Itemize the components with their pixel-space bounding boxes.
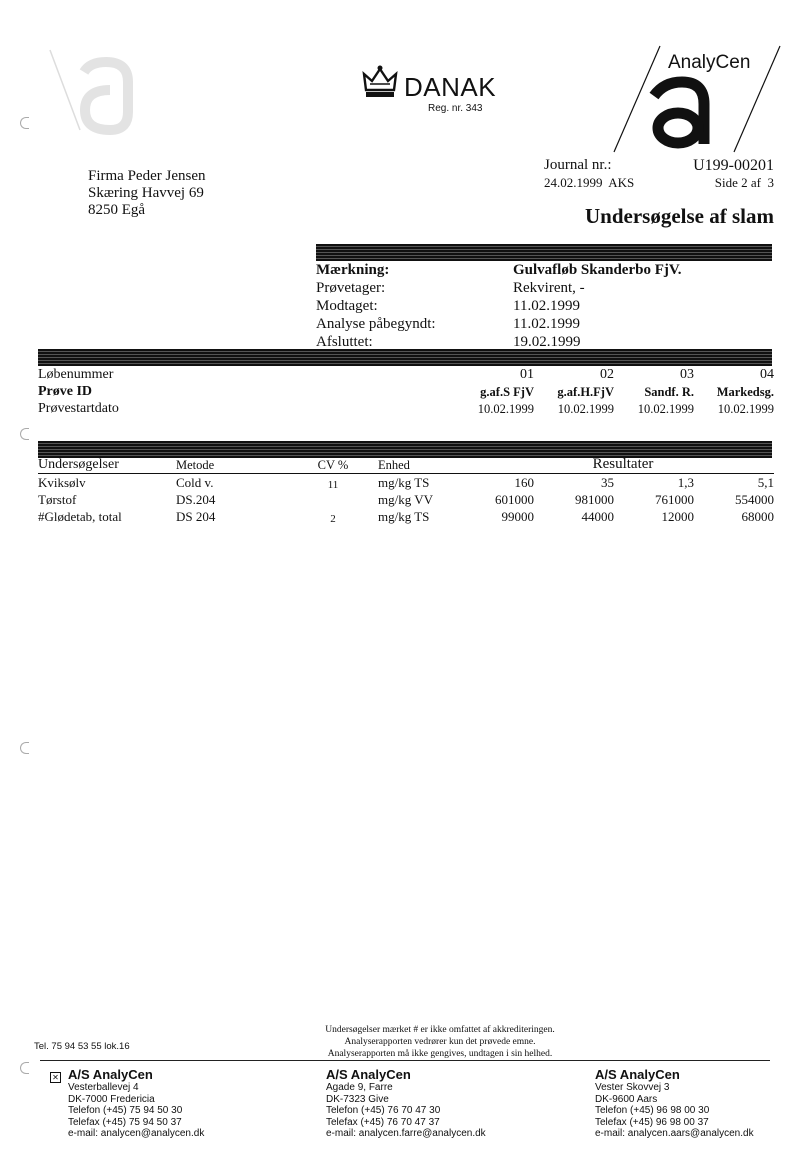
binder-hole (20, 117, 29, 129)
analysis-method: Cold v. (176, 475, 214, 490)
checkbox-marked-icon: ✕ (50, 1072, 61, 1083)
address-line: 8250 Egå (88, 202, 146, 218)
analysis-unit: mg/kg TS (378, 475, 430, 490)
ghost-logo-mark (40, 30, 160, 140)
result-value: 601000 (495, 492, 534, 507)
sample-date: 10.02.1999 (717, 402, 774, 416)
table-row (38, 508, 774, 525)
office-line: e-mail: analycen@analycen.dk (68, 1128, 205, 1139)
office-line: Vesterballevej 4 (68, 1082, 139, 1093)
analysis-unit: mg/kg VV (378, 492, 434, 507)
office-line: Telefon (+45) 75 94 50 30 (68, 1105, 183, 1116)
binder-hole (20, 742, 29, 754)
table-row (38, 474, 774, 491)
report-title: Undersøgelse af slam (585, 204, 774, 228)
footer-note: Undersøgelser mærket # er ikke omfattet af akkrediteringen. (325, 1025, 555, 1035)
result-value: 981000 (575, 492, 614, 507)
info-label: Afsluttet: (316, 334, 373, 350)
result-value: 12000 (661, 509, 694, 524)
result-value: 160 (514, 475, 534, 490)
office-line: Agade 9, Farre (326, 1082, 393, 1093)
page-indicator: Side 2 af 3 (714, 175, 774, 190)
analysis-cv: 11 (327, 479, 339, 491)
section-bar (316, 244, 772, 261)
office-line: Telefon (+45) 76 70 47 30 (326, 1105, 441, 1116)
analysis-method: DS 204 (176, 509, 216, 524)
info-label: Prøvetager: (316, 280, 386, 296)
header-cell: Resultater (592, 456, 654, 472)
result-value: 35 (601, 475, 614, 490)
sample-date: 10.02.1999 (637, 402, 694, 416)
analysis-name: Kviksølv (38, 475, 86, 490)
sample-id: g.af.H.FjV (557, 385, 614, 399)
sample-header (38, 366, 774, 417)
info-row (316, 262, 776, 280)
header-cell: Undersøgelser (38, 457, 119, 472)
info-value: Gulvafløb Skanderbo FjV. (513, 262, 682, 278)
info-value: 11.02.1999 (513, 298, 580, 314)
info-row (316, 280, 776, 298)
office-line: Telefax (+45) 75 94 50 37 (68, 1116, 182, 1128)
danak-reg-number: Reg. nr. 343 (428, 103, 483, 114)
office-line: DK-7000 Fredericia (68, 1093, 155, 1105)
office-name: A/S AnalyCen (595, 1067, 680, 1082)
table-row (38, 491, 774, 508)
office-line: Telefax (+45) 96 98 00 37 (595, 1116, 709, 1128)
sample-date: 10.02.1999 (477, 402, 534, 416)
journal-block (544, 157, 774, 193)
header-cell: Enhed (378, 458, 410, 472)
footer-note: Analyserapporten vedrører kun det prøvede emne. (344, 1037, 536, 1047)
footer-note: Analyserapporten må ikke gengives, undtagen i sin helhed. (327, 1049, 553, 1059)
analysis-name: #Glødetab, total (38, 509, 122, 524)
info-value: 11.02.1999 (513, 316, 580, 332)
row-label: Prøve ID (38, 384, 93, 399)
sample-id: g.af.S FjV (480, 385, 534, 399)
office-line: e-mail: analycen.aars@analycen.dk (595, 1128, 754, 1139)
info-label: Mærkning: (316, 262, 390, 278)
sample-nr: 01 (520, 367, 534, 382)
analysis-unit: mg/kg TS (378, 509, 430, 524)
binder-hole (20, 428, 29, 440)
info-value: Rekvirent, - (513, 280, 585, 296)
office-line: DK-9600 Aars (595, 1093, 658, 1105)
sample-id: Markedsg. (716, 385, 774, 399)
office-line: Telefax (+45) 76 70 47 37 (326, 1116, 440, 1128)
analycen-logo (612, 44, 782, 154)
result-value: 1,3 (677, 475, 694, 490)
analycen-logo-text: AnalyCen (668, 52, 751, 73)
office-line: DK-7323 Give (326, 1093, 389, 1105)
address-line: Firma Peder Jensen (88, 168, 206, 184)
sample-id: Sandf. R. (644, 385, 694, 399)
analysis-method: DS.204 (176, 492, 216, 507)
info-label: Modtaget: (316, 298, 378, 314)
address-line: Skæring Havvej 69 (88, 185, 204, 201)
office-name: A/S AnalyCen (68, 1067, 153, 1082)
info-value: 19.02.1999 (513, 334, 581, 350)
sample-row-id (38, 383, 774, 400)
sample-nr: 02 (600, 367, 614, 382)
danak-logo-text: DANAK (404, 72, 497, 102)
office-line: Telefon (+45) 96 98 00 30 (595, 1105, 710, 1116)
recipient-address (88, 168, 205, 219)
result-value: 99000 (501, 509, 534, 524)
header-cell: CV % (317, 458, 349, 472)
office-address-give (326, 1068, 486, 1140)
footer-notes (260, 1024, 620, 1060)
analyses-table (38, 456, 774, 525)
result-value: 44000 (581, 509, 614, 524)
result-value: 68000 (741, 509, 774, 524)
sample-date: 10.02.1999 (557, 402, 614, 416)
info-row (316, 334, 776, 352)
header-cell: Metode (176, 458, 215, 472)
crown-icon (360, 64, 400, 100)
row-label: Prøvestartdato (38, 401, 119, 416)
info-label: Analyse påbegyndt: (316, 316, 436, 332)
analysis-name: Tørstof (38, 492, 77, 507)
table-header (38, 456, 774, 474)
office-line: Vester Skovvej 3 (595, 1082, 670, 1093)
office-name: A/S AnalyCen (326, 1067, 411, 1082)
journal-label: Journal nr.: (544, 157, 612, 173)
row-label: Løbenummer (38, 367, 114, 382)
sample-row-date (38, 400, 774, 417)
analysis-cv: 2 (330, 513, 336, 525)
office-address-aars (595, 1068, 754, 1140)
sample-row-number (38, 366, 774, 383)
result-value: 761000 (655, 492, 694, 507)
info-row (316, 298, 776, 316)
sample-nr: 03 (680, 367, 694, 382)
office-line: e-mail: analycen.farre@analycen.dk (326, 1128, 486, 1139)
journal-number: U199-00201 (693, 157, 774, 174)
result-value: 5,1 (757, 475, 774, 490)
info-row (316, 316, 776, 334)
sample-info (316, 262, 776, 352)
journal-date: 24.02.1999 AKS (544, 175, 635, 190)
footer-phone: Tel. 75 94 53 55 lok.16 (34, 1041, 130, 1052)
binder-hole (20, 1062, 29, 1074)
office-address-fredericia (68, 1068, 204, 1140)
footer-divider (40, 1060, 770, 1061)
result-value: 554000 (735, 492, 774, 507)
sample-nr: 04 (760, 367, 774, 382)
